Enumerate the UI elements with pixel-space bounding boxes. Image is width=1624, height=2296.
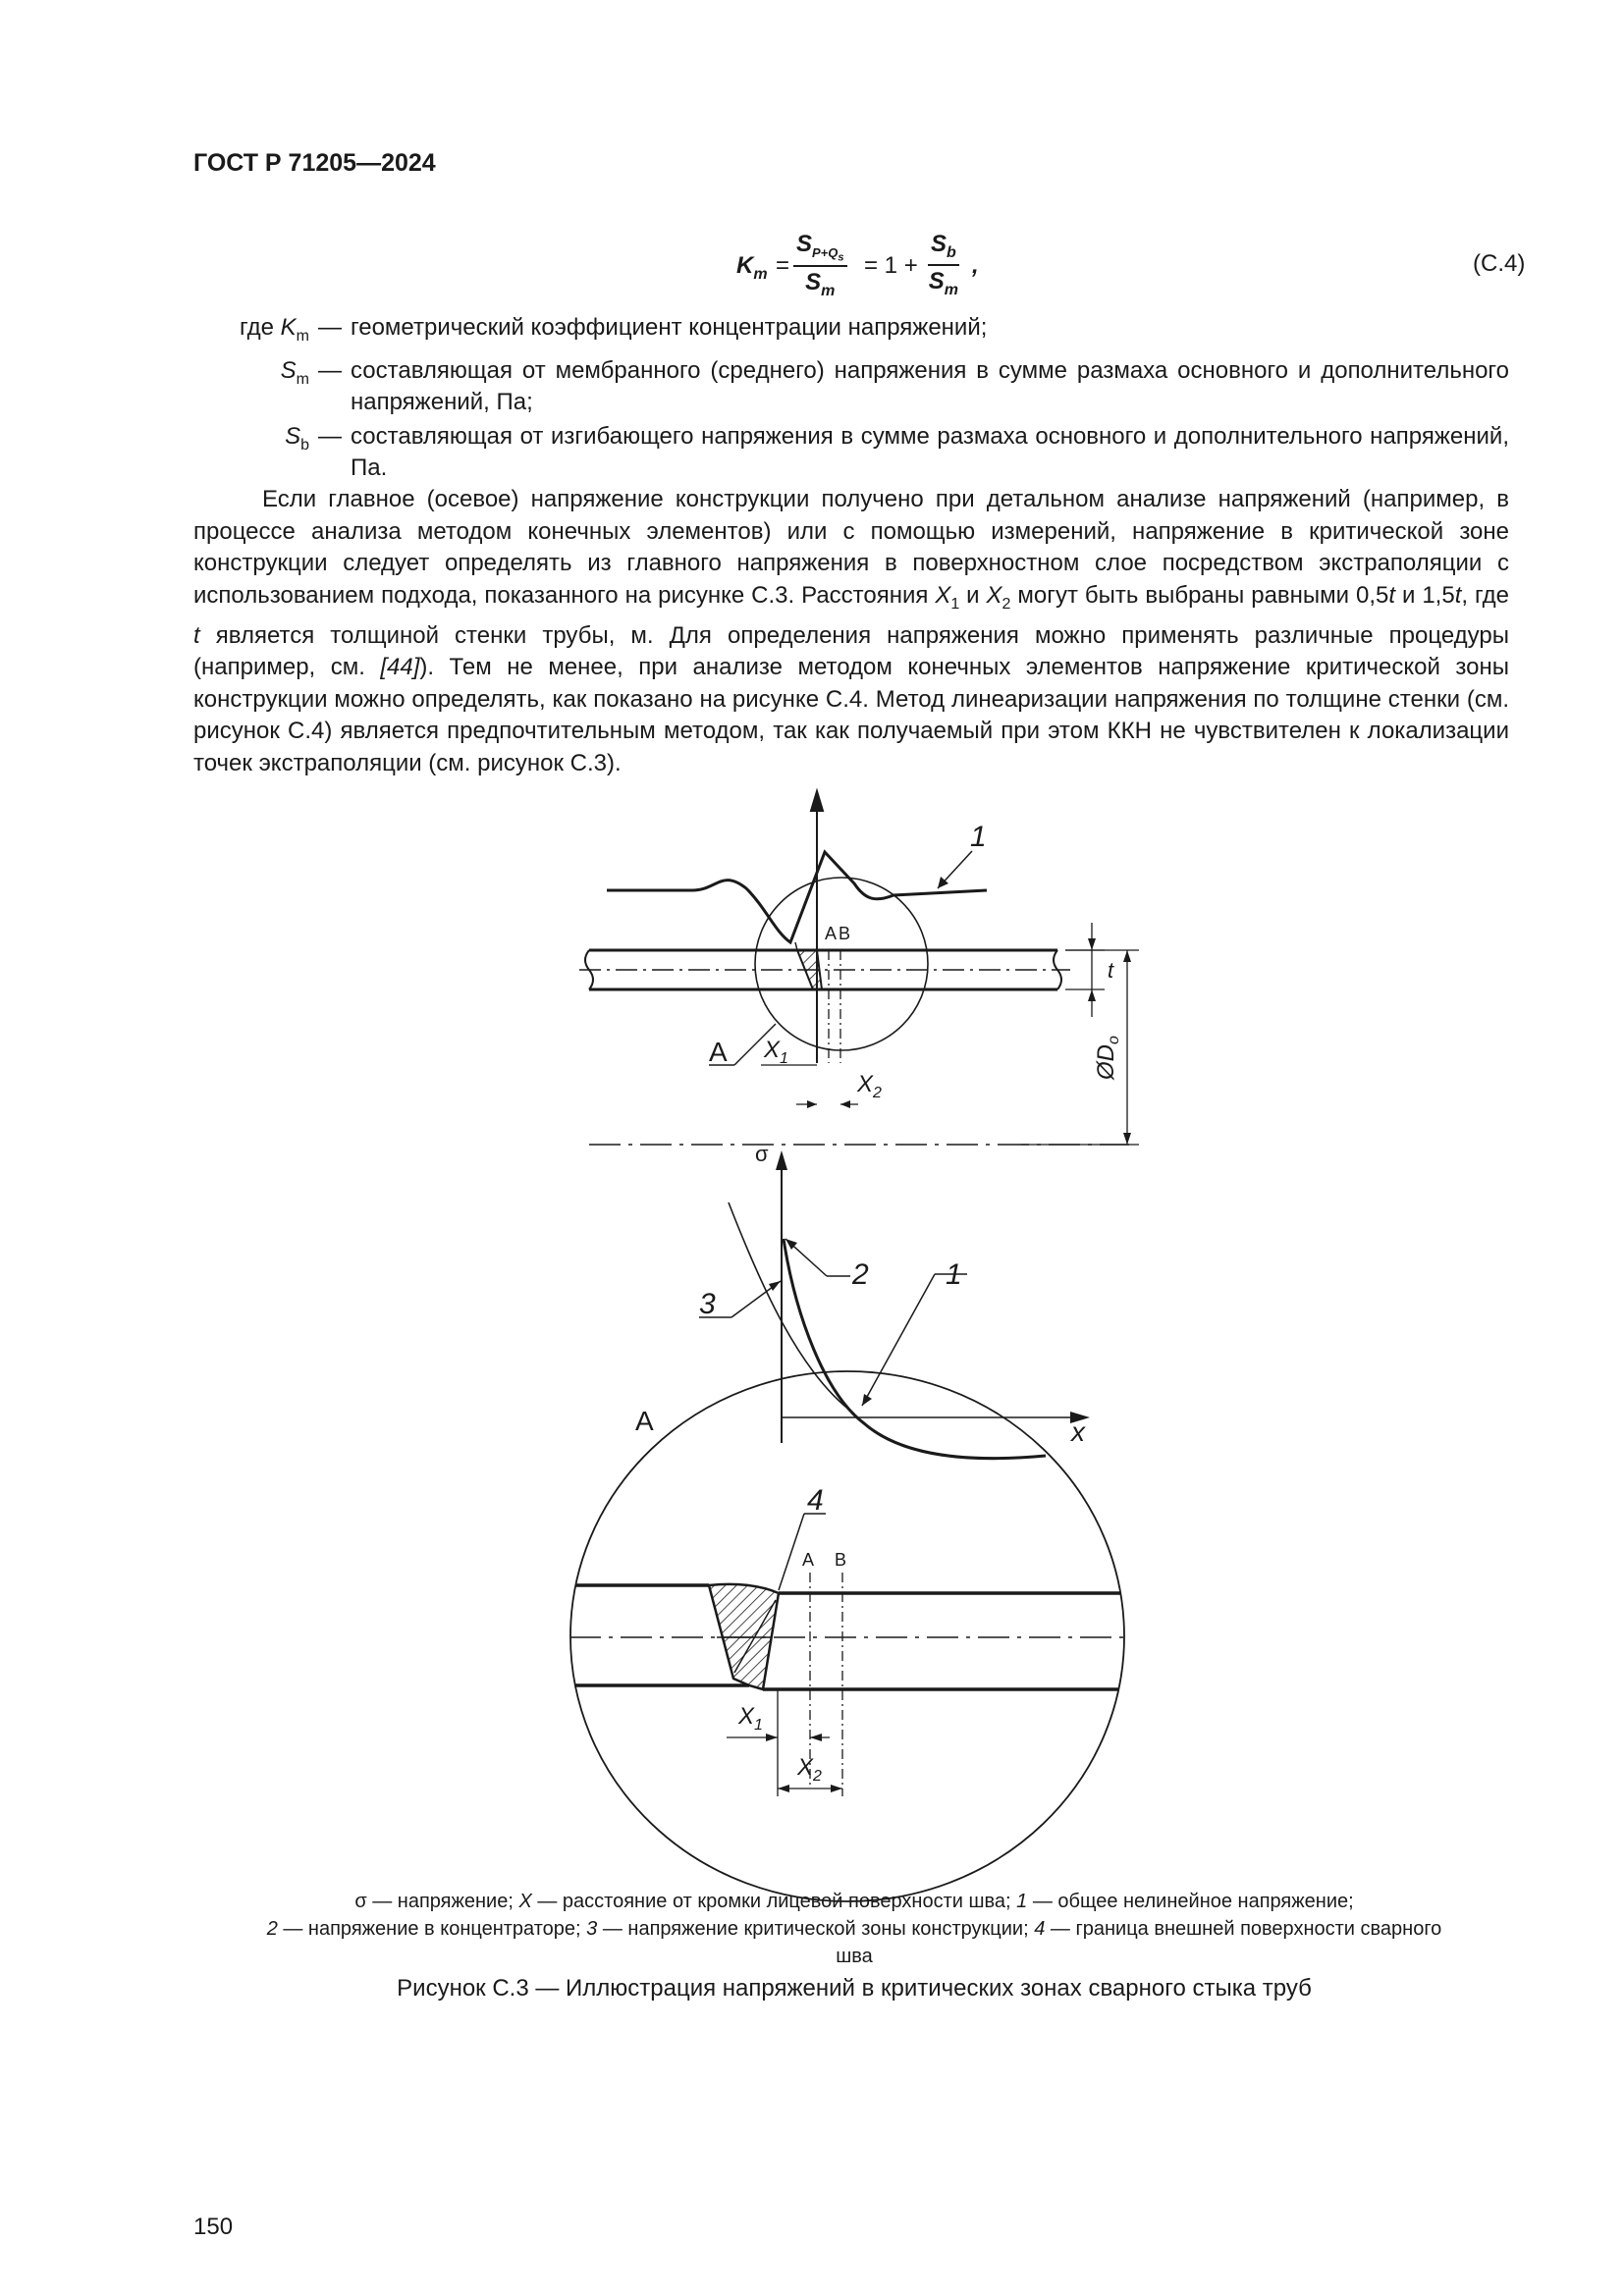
label-sigma: σ — [755, 1142, 769, 1166]
arrow-up-top — [811, 791, 823, 811]
equation-number: (С.4) — [1473, 250, 1526, 277]
label-diameter: $ØD_o$ — [1093, 1036, 1122, 1080]
label-point-a-bottom: A — [802, 1550, 815, 1570]
label-x2-top: $X_2$ — [857, 1071, 882, 1101]
top-pipe — [579, 950, 1070, 989]
label-point-a-top: A — [825, 924, 838, 943]
label-3: 3 — [699, 1288, 716, 1320]
label-x-axis: x — [1071, 1416, 1085, 1447]
stress-curve-top — [607, 852, 987, 942]
label-x1-top: $X_1$ — [764, 1037, 788, 1067]
definition-km: где $K_m$ — геометрический коэффициент концентрации напряжений; — [239, 314, 988, 345]
detail-circle-top — [755, 878, 928, 1050]
detail-ellipse-a — [570, 1371, 1124, 1901]
label-2: 2 — [852, 1258, 869, 1291]
formula-lhs: $K_m$ — [736, 252, 768, 283]
figure-caption: Рисунок С.3 — Иллюстрация напряжений в критических зонах сварного стыка труб — [397, 1975, 1312, 2002]
document-header: ГОСТ Р 71205—2024 — [193, 149, 436, 177]
label-t: t — [1108, 958, 1114, 983]
label-point-b-bottom: B — [835, 1550, 847, 1570]
body-paragraph: Если главное (осевое) напряжение конструкции получено при детальном анализе напряжений (например, в процессе анализа методом конечных элементов) или с помощью измерений, напряжение в критической зоне конструкции следует определять из главного напряжения в поверхностном слое посредством экстраполяции с использованием подхода, показанного на рисунке С.3. Расстояния $X_1$ и $X_2$ могут быть выбраны равными 0,5t и 1,5t, где t является толщиной стенки трубы, м. Для определения напряжения можно применять различные процедуры (например, см. [44]). Тем не менее, при анализе методом конечных элементов напряжение критической зоны конструкции можно определять, как показано на рисунке С.4. Метод линеаризации напряжения по толщине стенки (см. рисунок С.4) является предпочтительным методом, так как получаемый при этом ККН не чувствителен к локализации точек экстраполяции (см. рисунок С.3). — [193, 486, 1509, 776]
label-point-b-top: B — [839, 924, 851, 943]
formula-eq1: = — [776, 252, 790, 279]
formula-comma: , — [972, 252, 979, 279]
formula-eq2: = 1 + — [864, 252, 918, 279]
label-x2-bottom: $X_2$ — [797, 1754, 822, 1785]
figure-legend: σ — напряжение; X — расстояние от кромки лицевой поверхности шва; 1 — общее нелинейное напряжение; 2 — напряжение в концентраторе; 3 — напряжение критической зоны конструкции; 4 — граница внешней поверхности сварного шва — [266, 1891, 1442, 1967]
label-1-top: 1 — [970, 821, 987, 853]
curve-nonlinear — [729, 1202, 854, 1414]
label-x1-bottom: $X_1$ — [738, 1703, 763, 1734]
label-4: 4 — [807, 1484, 824, 1517]
formula-fraction-1: $\frac{S_{P+Q_s}}{S_m}$ — [793, 231, 847, 300]
label-detail-a-circle: A — [635, 1406, 654, 1436]
definition-sm: $S_m$ — составляющая от мембранного (среднего) напряжения в сумме размаха основного и дополнительного напряжений, Па; — [280, 356, 1509, 415]
label-1-mid: 1 — [946, 1258, 962, 1291]
pipe-detail — [569, 1585, 1129, 1689]
label-detail-a-top: A — [709, 1037, 728, 1067]
definition-sb: $S_b$ — составляющая от изгибающего напряжения в сумме размаха основного и дополнительного напряжений, Па. — [285, 422, 1509, 481]
formula-fraction-2: $\frac{S_b}{S_m}$ — [928, 231, 959, 298]
page-number: 150 — [193, 2214, 234, 2240]
